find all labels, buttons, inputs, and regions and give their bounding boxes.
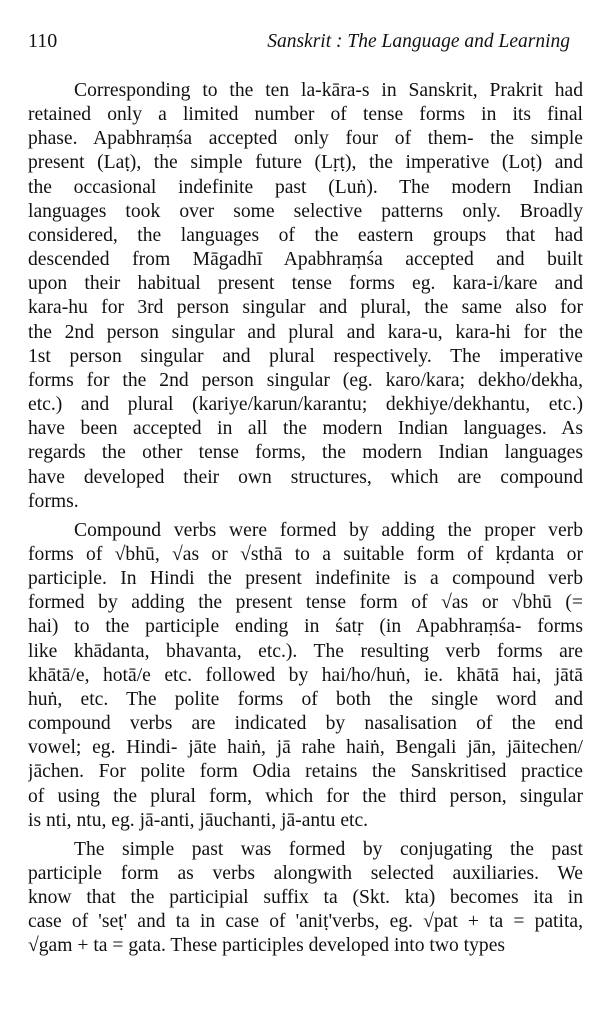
text-line: vowel; eg. Hindi- jāte haiṅ, jā rahe haiṅ, Bengali jān, jāitechen/ [28, 737, 583, 759]
text-line: upon their habitual present tense forms eg. kara-i/kare and [28, 273, 583, 295]
paragraph [28, 519, 583, 833]
text-line: like khādanta, bhavanta, etc.). The resulting verb forms are [28, 640, 583, 662]
body-text [28, 79, 583, 959]
text-line: kara-hu for 3rd person singular and plural, the same also for [28, 297, 583, 319]
text-line: jāchen. For polite form Odia retains the Sanskritised practice [28, 761, 583, 783]
text-line: hai) to the participle ending in śatṛ (in Apabhraṃśa- forms [28, 616, 583, 638]
text-line: forms. [28, 490, 79, 512]
text-line: descended from Māgadhī Apabhraṃśa accepted and built [28, 249, 583, 271]
text-line: Corresponding to the ten la-kāra-s in Sanskrit, Prakrit had [74, 80, 583, 101]
text-line: regards the other tense forms, the modern Indian languages [28, 442, 583, 464]
text-line: phase. Apabhraṃśa accepted only four of them- the simple [28, 128, 583, 150]
text-line: considered, the languages of the eastern groups that had [28, 224, 583, 246]
text-line: etc.) and plural (kariye/karun/karantu; dekhiye/dekhantu, etc.) [28, 394, 583, 416]
text-line: have been accepted in all the modern Indian languages. As [28, 418, 583, 440]
text-line: present (Laṭ), the simple future (Lṛṭ), the imperative (Loṭ) and [28, 152, 583, 174]
running-title: Sanskrit : The Language and Learning [267, 31, 570, 52]
text-line: √gam + ta = gata. These participles developed into two types [28, 935, 506, 957]
text-line: is nti, ntu, eg. jā-anti, jāuchanti, jā-antu etc. [28, 809, 369, 831]
text-line: The simple past was formed by conjugating the past [74, 838, 583, 860]
text-line: the occasional indefinite past (Luṅ). The modern Indian [28, 176, 583, 198]
text-line: case of 'seṭ' and ta in case of 'aniṭ'verbs, eg. √pat + ta = patita, [28, 911, 583, 933]
text-line: have developed their own structures, which are compound [28, 466, 583, 488]
text-line: know that the participial suffix ta (Skt. kta) becomes ita in [28, 887, 583, 909]
text-line: huṅ, etc. The polite forms of both the single word and [28, 688, 583, 710]
text-line: khātā/e, hotā/e etc. followed by hai/ho/huṅ, ie. khātā hai, jātā [28, 664, 583, 686]
paragraph [28, 79, 583, 514]
text-line: retained only a limited number of tense forms in its final [28, 104, 583, 126]
text-line: 1st person singular and plural respectively. The imperative [28, 345, 583, 367]
text-line: participle form as verbs alongwith selected auxiliaries. We [28, 863, 583, 884]
paragraph [28, 838, 583, 959]
text-line: Compound verbs were formed by adding the proper verb [74, 519, 583, 541]
text-line: formed by adding the present tense form of √as or √bhū (= [28, 592, 583, 614]
page-header [28, 30, 570, 53]
text-line: participle. In Hindi the present indefinite is a compound verb [28, 568, 583, 590]
text-line: forms of √bhū, √as or √sthā to a suitable form of kṛdanta or [28, 543, 583, 565]
text-line: compound verbs are indicated by nasalisation of the end [28, 713, 583, 735]
page-number: 110 [28, 30, 58, 52]
text-line: of using the plural form, which for the third person, singular [28, 785, 583, 807]
text-line: forms for the 2nd person singular (eg. karo/kara; dekho/dekha, [28, 369, 583, 391]
text-line: the 2nd person singular and plural and kara-u, kara-hi for the [28, 321, 583, 343]
text-line: languages took over some selective patterns only. Broadly [28, 200, 583, 222]
